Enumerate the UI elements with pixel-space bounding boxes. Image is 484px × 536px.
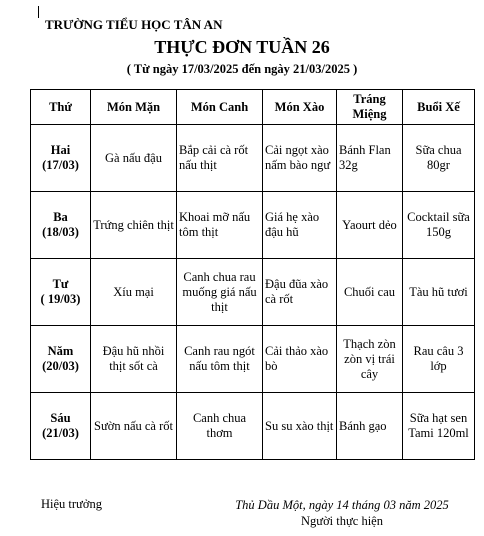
day-name: Hai [50,143,71,157]
cell-buoi-xe: Tàu hũ tươi [403,259,475,326]
cell-man: Trứng chiên thịt [91,192,177,259]
day-name: Sáu [50,411,71,425]
table-row [31,192,475,259]
cell-canh: Canh chua rau muống giá nấu thịt [177,259,263,326]
table-row [31,393,475,460]
col-header-day: Thứ [31,90,91,125]
day-date: (20/03) [42,359,79,373]
cell-man: Xíu mại [91,259,177,326]
school-name: TRƯỜNG TIỂU HỌC TÂN AN [45,17,223,32]
table-header-row [31,90,475,125]
day-cell [31,393,91,460]
preparer-label: Người thực hiện [301,514,383,528]
day-cell [31,125,91,192]
cell-trang-mieng: Chuối cau [337,259,403,326]
cell-xao: Su su xào thịt [263,393,337,460]
cell-buoi-xe: Rau câu 3 lớp [403,326,475,393]
principal-label: Hiệu trưởng [41,497,102,511]
place-date: Thủ Dầu Một, ngày 14 tháng 03 năm 2025 [235,498,449,512]
col-header-trang-mieng: Tráng Miệng [337,90,403,125]
page-title: THỰC ĐƠN TUẦN 26 [154,37,330,57]
col-header-xao: Món Xào [263,90,337,125]
margin-mark [38,6,39,18]
col-header-man: Món Mặn [91,90,177,125]
cell-man: Gà nấu đậu [91,125,177,192]
cell-trang-mieng: Yaourt dẻo [337,192,403,259]
day-cell [31,326,91,393]
cell-xao: Giá hẹ xào đậu hũ [263,192,337,259]
cell-man: Đậu hũ nhồi thịt sốt cà [91,326,177,393]
cell-man: Sườn nấu cà rốt [91,393,177,460]
day-name: Ba [53,210,68,224]
cell-trang-mieng: Thạch zòn zòn vị trái cây [337,326,403,393]
signature-block [222,497,462,529]
table-row [31,125,475,192]
col-header-buoi-xe: Buổi Xế [403,90,475,125]
day-date: (18/03) [42,225,79,239]
cell-canh: Khoai mỡ nấu tôm thịt [177,192,263,259]
cell-canh: Canh chua thơm [177,393,263,460]
day-name: Năm [47,344,74,358]
cell-buoi-xe: Sữa chua 80gr [403,125,475,192]
date-range: ( Từ ngày 17/03/2025 đến ngày 21/03/2025 ) [126,62,358,76]
cell-xao: Cải thảo xào bò [263,326,337,393]
cell-canh: Bắp cải cà rốt nấu thịt [177,125,263,192]
cell-xao: Đậu đũa xào cà rốt [263,259,337,326]
cell-trang-mieng: Bánh gạo [337,393,403,460]
cell-buoi-xe: Cocktail sữa 150g [403,192,475,259]
day-date: ( 19/03) [40,292,81,306]
table-row [31,326,475,393]
day-cell [31,259,91,326]
menu-table [30,89,475,460]
col-header-canh: Món Canh [177,90,263,125]
cell-xao: Cải ngọt xào nấm bào ngư [263,125,337,192]
day-name: Tư [52,277,69,291]
day-date: (17/03) [42,158,79,172]
table-row [31,259,475,326]
cell-canh: Canh rau ngót nấu tôm thịt [177,326,263,393]
day-date: (21/03) [42,426,79,440]
cell-buoi-xe: Sữa hạt sen Tami 120ml [403,393,475,460]
cell-trang-mieng: Bánh Flan 32g [337,125,403,192]
day-cell [31,192,91,259]
